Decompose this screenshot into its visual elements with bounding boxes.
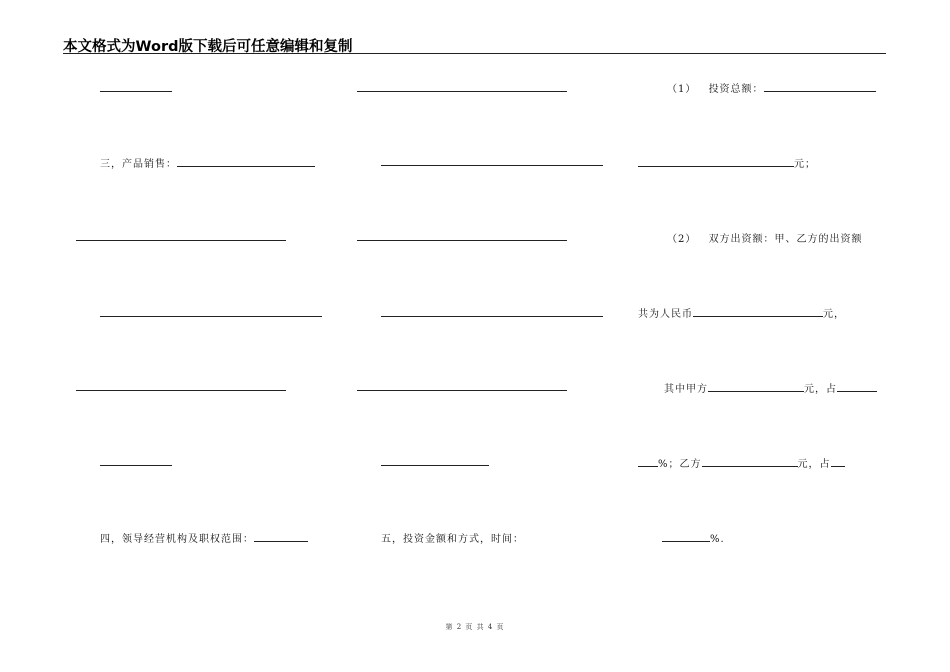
investment-label: 五，投资金额和方式，时间：	[381, 534, 524, 545]
yuan-row	[638, 155, 816, 170]
party-b-amount-blank	[702, 455, 798, 467]
blank-line	[100, 316, 322, 317]
party-a-prefix: 其中甲方	[664, 384, 708, 395]
blank-line	[76, 240, 286, 241]
page-header-title: 本文格式为Word版下载后可任意编辑和复制	[63, 39, 353, 55]
total-prefix: 共为人民币	[638, 309, 693, 320]
item1-number: （1）	[667, 84, 697, 95]
header-divider	[63, 53, 886, 54]
investment-row	[381, 530, 524, 545]
yuan-semicolon: 元；	[794, 159, 816, 170]
party-b-percent-blank	[662, 530, 710, 542]
party-a-share-blank	[837, 380, 877, 392]
product-sales-blank	[177, 155, 315, 167]
page-footer: 第 2 页 共 4 页	[445, 623, 505, 631]
item2-row	[667, 230, 863, 245]
blank-line	[357, 390, 567, 391]
party-a-percent-blank	[638, 455, 658, 467]
org-scope-label: 四，领导经营机构及职权范围：	[100, 534, 254, 545]
blank-line	[357, 91, 567, 92]
party-a-row	[664, 380, 877, 395]
yuan-blank	[638, 155, 794, 167]
item1-blank	[764, 80, 876, 92]
party-a-mid: 元，占	[804, 384, 837, 395]
org-scope-row	[100, 530, 308, 545]
item1-label: 投资总额：	[708, 84, 764, 95]
blank-line	[357, 240, 567, 241]
item2-label: 双方出资额：甲、乙方的出资额	[708, 234, 863, 245]
party-b-mid: 元，占	[797, 459, 831, 470]
party-a-amount-blank	[708, 380, 804, 392]
item1-row	[667, 80, 876, 95]
total-rmb-row	[638, 305, 845, 320]
percent-end-row	[662, 530, 725, 545]
percent-end: %.	[710, 534, 725, 545]
party-b-row	[638, 455, 845, 470]
product-sales-row	[100, 155, 315, 170]
party-b-share-blank	[831, 455, 845, 467]
item2-number: （2）	[667, 234, 697, 245]
blank-line	[381, 316, 603, 317]
blank-line	[100, 91, 172, 92]
blank-line	[381, 465, 489, 466]
percent-semicolon: %；乙方	[658, 459, 702, 470]
blank-line	[100, 465, 172, 466]
org-scope-blank	[254, 530, 308, 542]
blank-line	[76, 390, 286, 391]
total-blank	[693, 305, 823, 317]
total-suffix: 元，	[823, 309, 845, 320]
blank-line	[381, 165, 603, 166]
product-sales-label: 三，产品销售：	[100, 159, 177, 170]
